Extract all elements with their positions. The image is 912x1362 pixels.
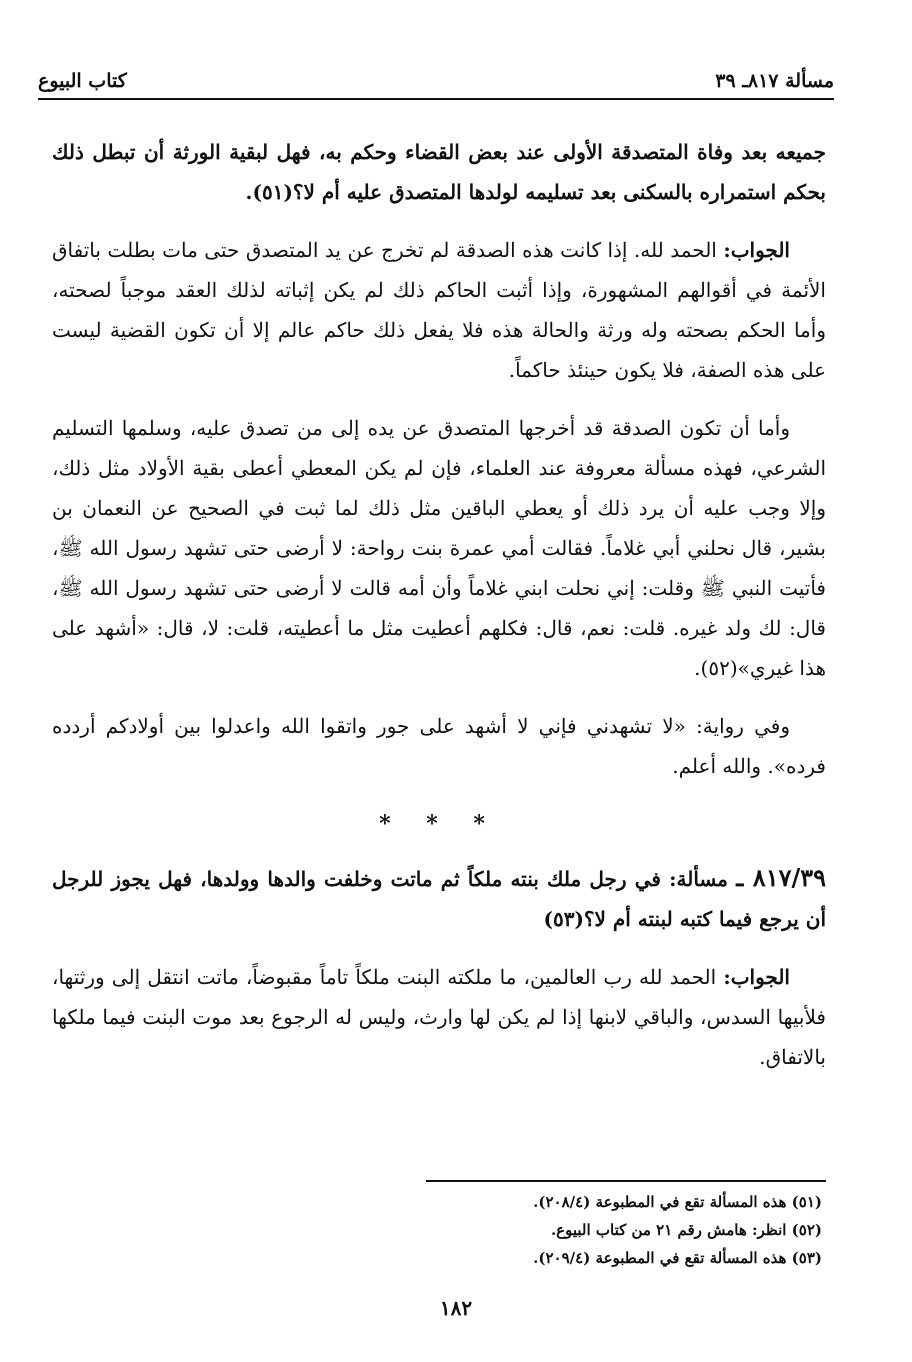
body-text (52, 132, 826, 1095)
footnote-52: (٥٢) انظر: هامش رقم ٢١ من كتاب البيوع. (550, 1221, 822, 1239)
header-book-title: كتاب البيوع (38, 70, 127, 92)
answer-label: الجواب: (723, 238, 790, 262)
answer-text-2: الحمد لله رب العالمين، ما ملكته البنت ملكاً تاماً مقبوضاً، ماتت انتقل إلى ورثتها، فلأبيها السدس، والباقي لابنها إذا لم يكن لها وارث، وليس له الرجوع بعد موت البنت فيما ملكها بالاتفاق. (52, 965, 826, 1069)
answer-paragraph-4 (52, 957, 826, 1077)
issue-number: ٨١٧/٣٩ ـ (736, 863, 827, 892)
page-number: ١٨٢ (439, 1296, 473, 1320)
header-rule (38, 98, 834, 100)
answer-paragraph-3: وفي رواية: «لا تشهدني فإني لا أشهد على جور واتقوا الله واعدلوا بين أولادكم أردده فرده». والله أعلم. (52, 714, 826, 778)
section-separator: * * * (379, 811, 499, 837)
question-continuation: جميعه بعد وفاة المتصدقة الأولى عند بعض القضاء وحكم به، فهل لبقية الورثة أن تبطل ذلك بحكم استمراره بالسكنى بعد تسليمه لولدها المتصدق عليه أم لا؟(٥١). (52, 140, 826, 204)
footnote-rule (426, 1180, 826, 1182)
issue-question: في رجل ملك بنته ملكاً ثم ماتت وخلفت والدها وولدها، فهل يجوز للرجل أن يرجع فيما كتبه لبنته أم لا؟(٥٣) (52, 867, 826, 931)
header-issue-reference: مسألة ٨١٧ـ ٣٩ (715, 70, 834, 92)
issue-heading (52, 858, 826, 939)
footnotes (120, 1188, 822, 1272)
answer-text: الحمد لله. إذا كانت هذه الصدقة لم تخرج عن يد المتصدق حتى مات بطلت باتفاق الأئمة في أقوالهم المشهورة، وإذا أثبت الحاكم ذلك لم يكن إثباته لذلك العقد موجباً لصحته، وأما الحكم بصحته وله ورثة والحالة هذه فلا يفعل ذلك حاكم عالم إلا أن تكون القضية ليست على هذه الصفة، فلا يكون حينئذ حاكماً. (52, 238, 826, 382)
answer-paragraph-1 (52, 230, 826, 390)
issue-label: مسألة: (669, 867, 728, 891)
running-header (38, 62, 834, 92)
answer-label-2: الجواب: (723, 965, 790, 989)
footnote-51: (٥١) هذه المسألة تقع في المطبوعة (٢٠٨/٤). (533, 1193, 822, 1211)
footnote-53: (٥٣) هذه المسألة تقع في المطبوعة (٢٠٩/٤). (533, 1249, 822, 1267)
answer-paragraph-2: وأما أن تكون الصدقة قد أخرجها المتصدق عن يده إلى من تصدق عليه، وسلمها التسليم الشرعي، فهذه مسألة معروفة عند العلماء، فإن لم يكن المعطي أعطى بقية الأولاد مثل ذلك، وإلا وجب عليه أن يرد ذلك أو يعطي الباقين مثل ذلك لما ثبت في الصحيح عن النعمان بن بشير، قال نحلني أبي غلاماً. فقالت أمي عمرة بنت رواحة: لا أرضى حتى تشهد رسول الله ﷺ، فأتيت النبي ﷺ وقلت: إني نحلت ابني غلاماً وأن أمه قالت لا أرضى حتى تشهد رسول الله ﷺ، قال: لك ولد غيره. قلت: نعم، قال: فكلهم أعطيت مثل ما أعطيته، قلت: لا، قال: «أشهد على هذا غيري»(٥٢). (52, 416, 826, 680)
